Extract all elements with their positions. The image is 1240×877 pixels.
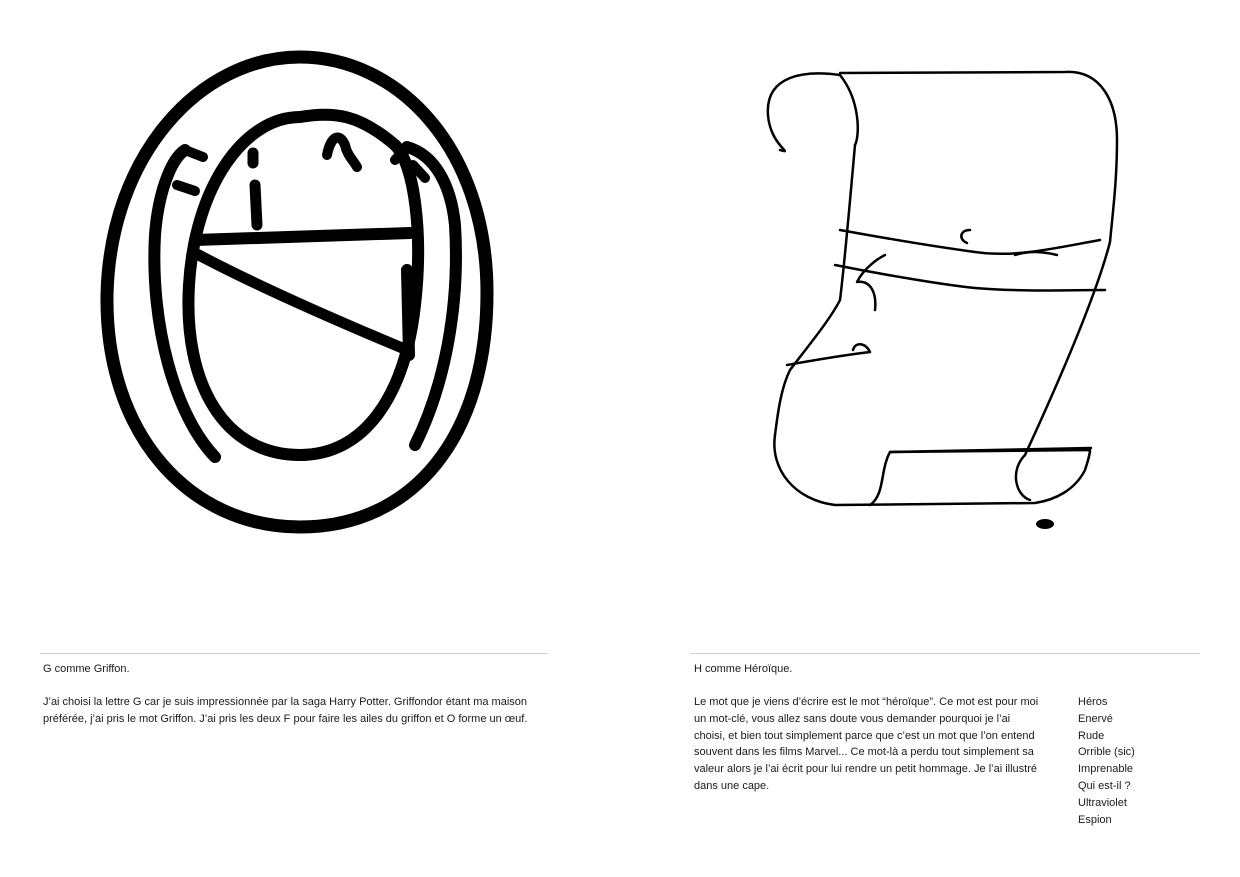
caption-title: G comme Griffon. <box>43 663 130 675</box>
divider <box>690 653 1200 654</box>
list-item: Orrible (sic) <box>1078 746 1135 759</box>
caption-body: J’ai choisi la lettre G car je suis impressionnée par la saga Harry Potter. Griffondor étant ma maison préférée, j’ai pris le mot Griffon. J’ai pris les deux F pour faire les ailes du griffon et O forme un œuf. <box>43 696 528 725</box>
list-item: Ultraviolet <box>1078 796 1127 809</box>
list-item: Rude <box>1078 729 1105 742</box>
caption-body: Le mot que je viens d’écrire est le mot “héroïque”. Ce mot est pour moi un mot-clé, vous allez sans doute vous demander pourquoi je l’ai choisi, et bien tout simplement parce que c’est un mot que l’on entend souvent dans les films Marvel... Ce mot-là a perdu tout simplement sa valeur alors je l’ai écrit pour lui rendre un petit hommage. Je l’ai illustré dans une cape. <box>694 696 1039 792</box>
list-item: Enervé <box>1078 712 1113 725</box>
scroll-cape-drawing-icon <box>745 60 1135 540</box>
list-item: Qui est-il ? <box>1078 779 1131 792</box>
list-item: Imprenable <box>1078 763 1134 776</box>
word-list <box>1078 694 1135 828</box>
list-item: Héros <box>1078 696 1108 708</box>
caption-title: H comme Héroïque. <box>694 663 793 675</box>
list-item: Espion <box>1078 813 1112 826</box>
